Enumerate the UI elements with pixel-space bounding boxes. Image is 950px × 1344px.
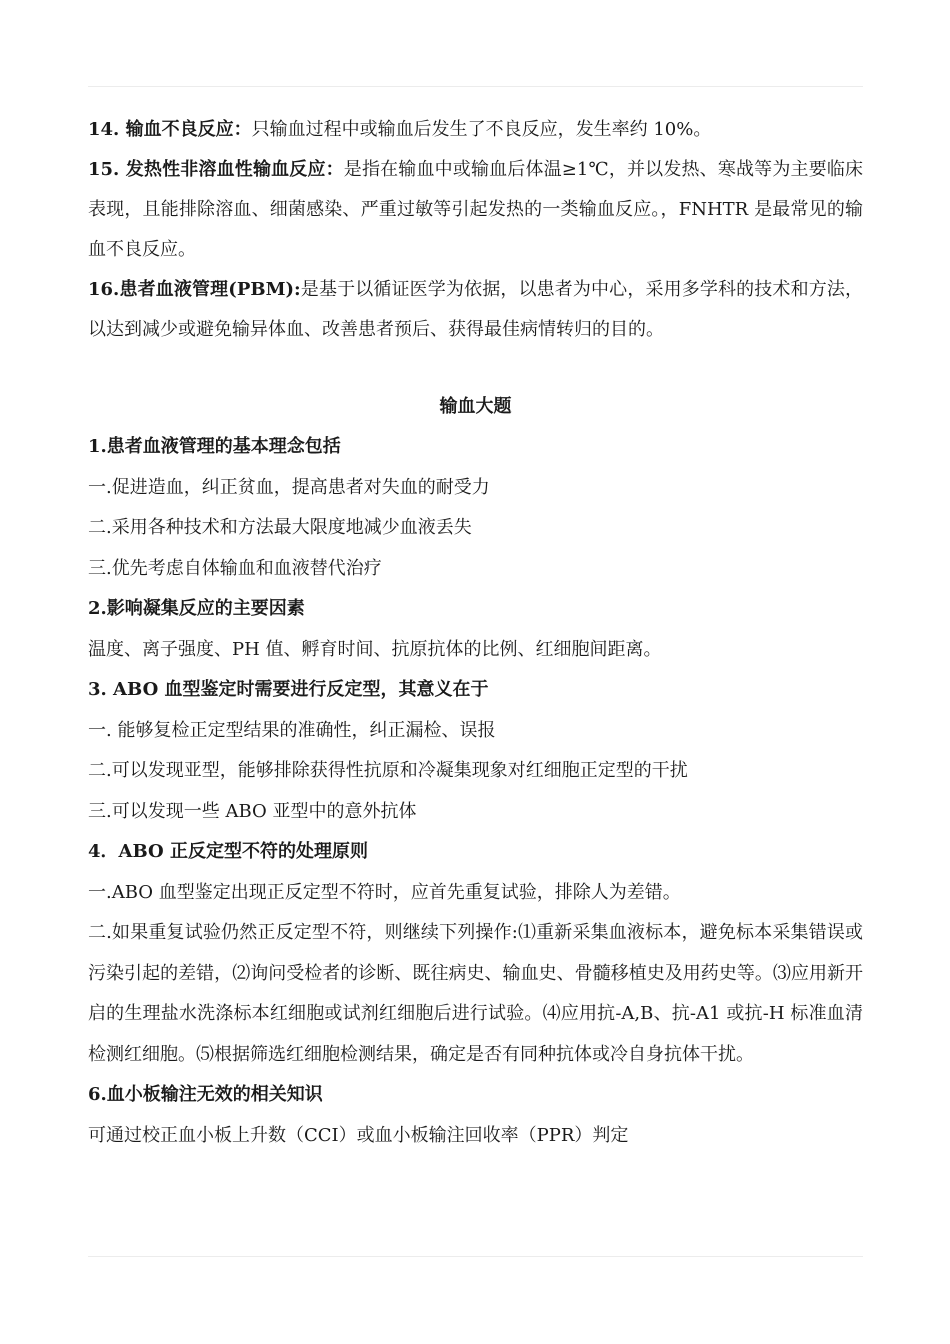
q1-item-2: 二.采用各种技术和方法最大限度地减少血液丢失 bbox=[88, 517, 472, 538]
q6-heading: 6.血小板输注无效的相关知识 bbox=[88, 1084, 323, 1105]
q1-item-1: 一.促进造血，纠正贫血，提高患者对失血的耐受力 bbox=[88, 476, 490, 498]
q3-item-2: 二.可以发现亚型，能够排除获得性抗原和冷凝集现象对红细胞正定型的干扰 bbox=[88, 760, 688, 781]
section-title: 输血大题 bbox=[439, 396, 512, 417]
q2-text: 温度、离子强度、PH 值、孵育时间、抗原抗体的比例、红细胞间距离。 bbox=[88, 638, 662, 660]
q3-heading: 3. ABO 血型鉴定时需要进行反定型，其意义在于 bbox=[88, 679, 489, 700]
header-rule bbox=[88, 86, 863, 87]
footer-rule bbox=[88, 1256, 863, 1257]
q3-item-1: 一. 能够复检正定型结果的准确性，纠正漏检、误报 bbox=[88, 719, 496, 741]
document-body bbox=[88, 110, 863, 1156]
q4-heading: 4．ABO 正反定型不符的处理原则 bbox=[88, 841, 368, 862]
q4-item-2: 二.如果重复试验仍然正反定型不符，则继续下列操作:⑴重新采集血液标本，避免标本采集错误或污染引起的差错，⑵询问受检者的诊断、既往病史、输血史、骨髓移植史及用药史等。⑶应用新开启的生理盐水洗涤标本红细胞或试剂红细胞后进行试验。⑷应用抗-A,B、抗-A1 或抗-H 标准血清检测红细胞。⑸根据筛选红细胞检测结果，确定是否有同种抗体或冷自身抗体干扰。 bbox=[88, 922, 863, 1065]
q3-item-3: 三.可以发现一些 ABO 亚型中的意外抗体 bbox=[88, 800, 417, 822]
definition-14: 14. 输血不良反应：只输血过程中或输血后发生了不良反应，发生率约 10%。 bbox=[88, 119, 712, 140]
q2-heading: 2.影响凝集反应的主要因素 bbox=[88, 598, 305, 619]
q6-text: 可通过校正血小板上升数（CCI）或血小板输注回收率（PPR）判定 bbox=[88, 1124, 629, 1146]
q1-item-3: 三.优先考虑自体输血和血液替代治疗 bbox=[88, 557, 382, 579]
definition-16: 16.患者血液管理(PBM):是基于以循证医学为依据，以患者为中心，采用多学科的技术和方法，以达到减少或避免输异体血、改善患者预后、获得最佳病情转归的目的。 bbox=[88, 279, 863, 340]
definition-15: 15. 发热性非溶血性输血反应：是指在输血中或输血后体温≥1℃，并以发热、寒战等为主要临床表现，且能排除溶血、细菌感染、严重过敏等引起发热的一类输血反应。，FNHTR 是最常见的输血不良反应。 bbox=[88, 159, 863, 260]
q1-heading: 1.患者血液管理的基本理念包括 bbox=[88, 436, 341, 457]
q4-item-1: 一.ABO 血型鉴定出现正反定型不符时，应首先重复试验，排除人为差错。 bbox=[88, 881, 681, 903]
